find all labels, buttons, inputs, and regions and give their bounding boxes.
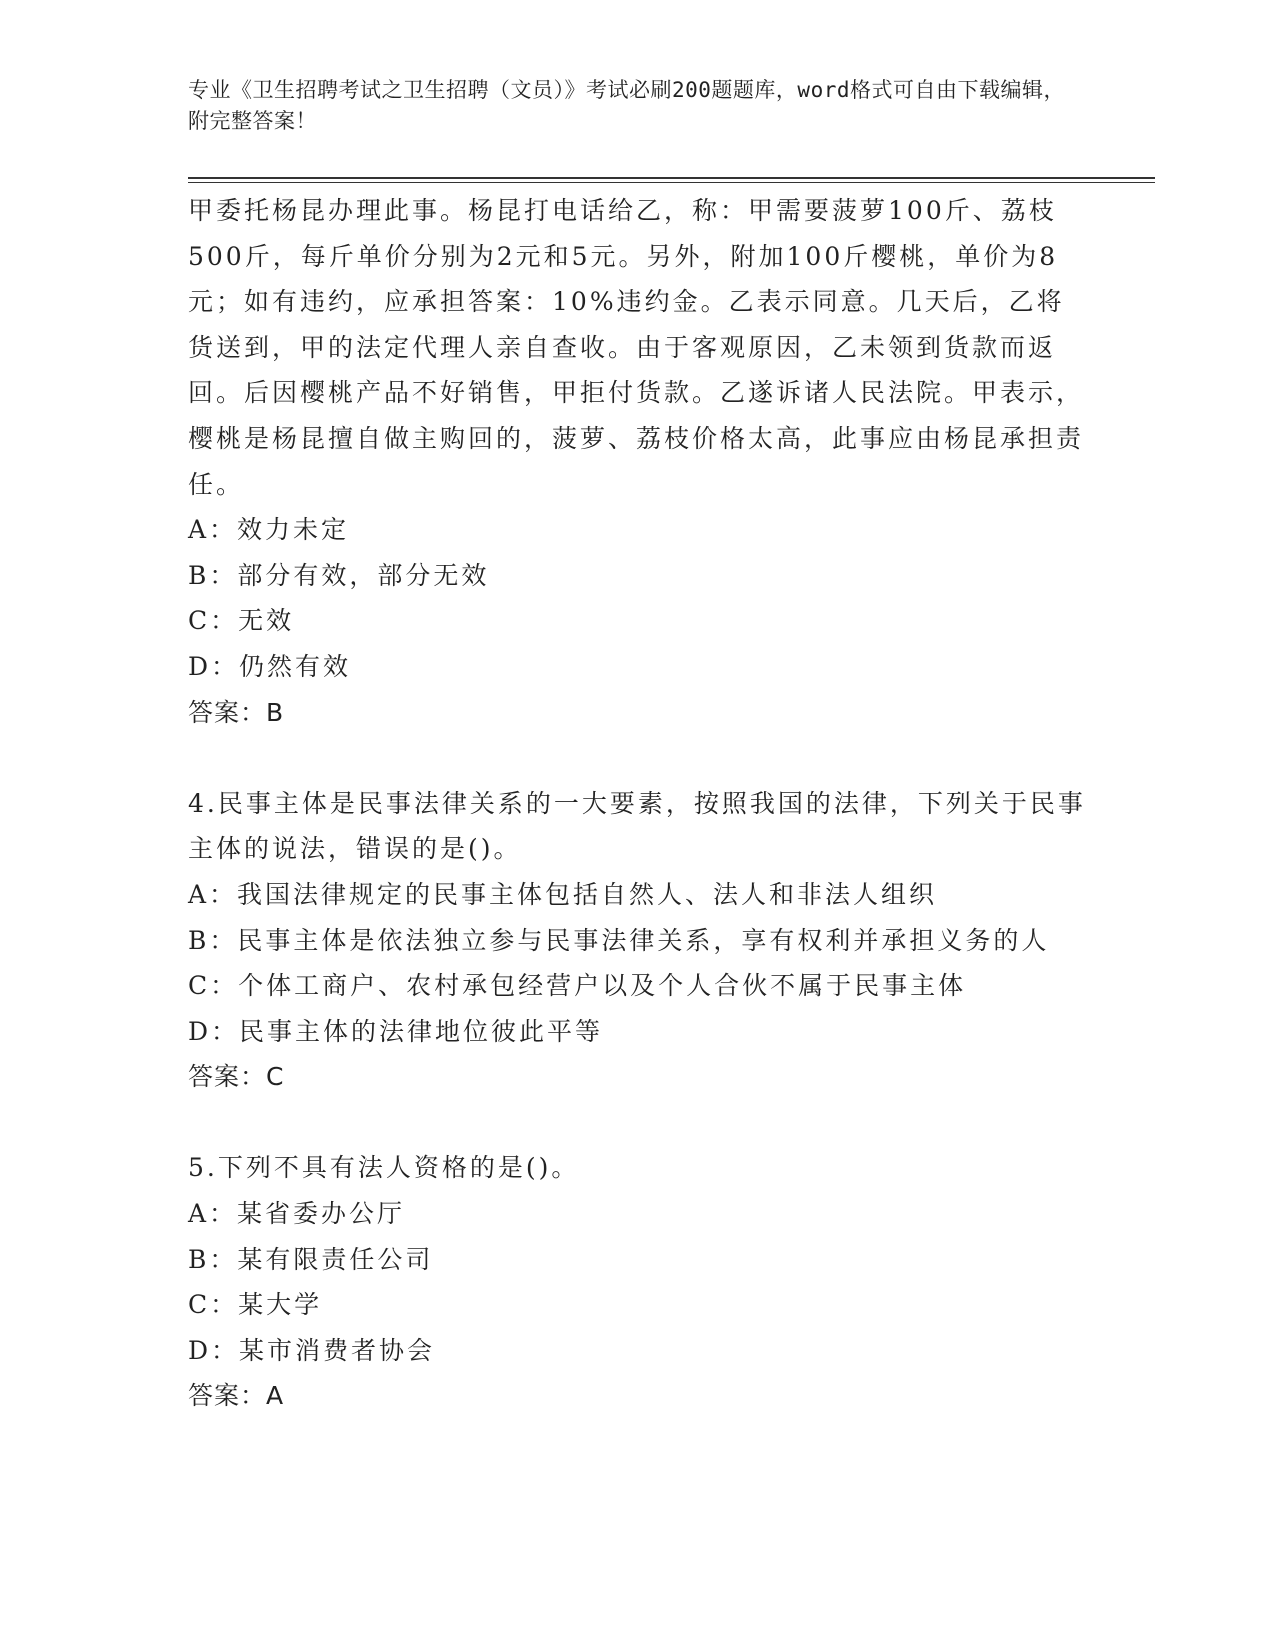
document-body — [188, 188, 1088, 1419]
question-5-answer: 答案：A — [188, 1381, 285, 1411]
question-3-answer: 答案：B — [188, 697, 285, 727]
question-3-option-c: C：无效 — [188, 606, 295, 636]
question-4-answer: 答案：C — [188, 1062, 285, 1092]
question-4-option-b: B：民事主体是依法独立参与民事法律关系，享有权利并承担义务的人 — [188, 925, 1050, 955]
question-4-option-c: C：个体工商户、农村承包经营户以及个人合伙不属于民事主体 — [188, 971, 967, 1001]
question-3 — [188, 188, 1088, 735]
spacer — [188, 1100, 1088, 1146]
question-4-text: 4.民事主体是民事法律关系的一大要素，按照我国的法律，下列关于民事主体的说法，错误的是()。 — [188, 788, 1086, 864]
document-header: 专业《卫生招聘考试之卫生招聘（文员）》考试必刷200题题库，word格式可自由下载编辑，附完整答案！ — [188, 78, 1065, 133]
question-4 — [188, 781, 1088, 1100]
question-5-option-a: A：某省委办公厅 — [188, 1199, 406, 1229]
spacer — [188, 735, 1088, 781]
question-5-option-d: D：某市消费者协会 — [188, 1335, 436, 1365]
question-5-option-b: B：某有限责任公司 — [188, 1244, 434, 1274]
question-4-option-d: D：民事主体的法律地位彼此平等 — [188, 1016, 604, 1046]
question-5 — [188, 1145, 1088, 1419]
question-3-option-b: B：部分有效，部分无效 — [188, 560, 490, 590]
question-3-text: 甲委托杨昆办理此事。杨昆打电话给乙，称：甲需要菠萝100斤、荔枝500斤，每斤单价分别为2元和5元。另外，附加100斤樱桃，单价为8元；如有违约，应承担答案：10%违约金。乙表示同意。几天后，乙将货送到，甲的法定代理人亲自查收。由于客观原因，乙未领到货款而返回。后因樱桃产品不好销售，甲拒付货款。乙遂诉诸人民法院。甲表示，樱桃是杨昆擅自做主购回的，菠萝、荔枝价格太高，此事应由杨昆承担责任。 — [188, 196, 1085, 499]
question-5-option-c: C：某大学 — [188, 1290, 323, 1320]
question-3-option-d: D：仍然有效 — [188, 651, 352, 681]
question-4-option-a: A：我国法律规定的民事主体包括自然人、法人和非法人组织 — [188, 879, 938, 909]
question-3-option-a: A：效力未定 — [188, 515, 350, 545]
header-divider — [188, 177, 1155, 183]
question-5-text: 5.下列不具有法人资格的是()。 — [188, 1153, 580, 1183]
